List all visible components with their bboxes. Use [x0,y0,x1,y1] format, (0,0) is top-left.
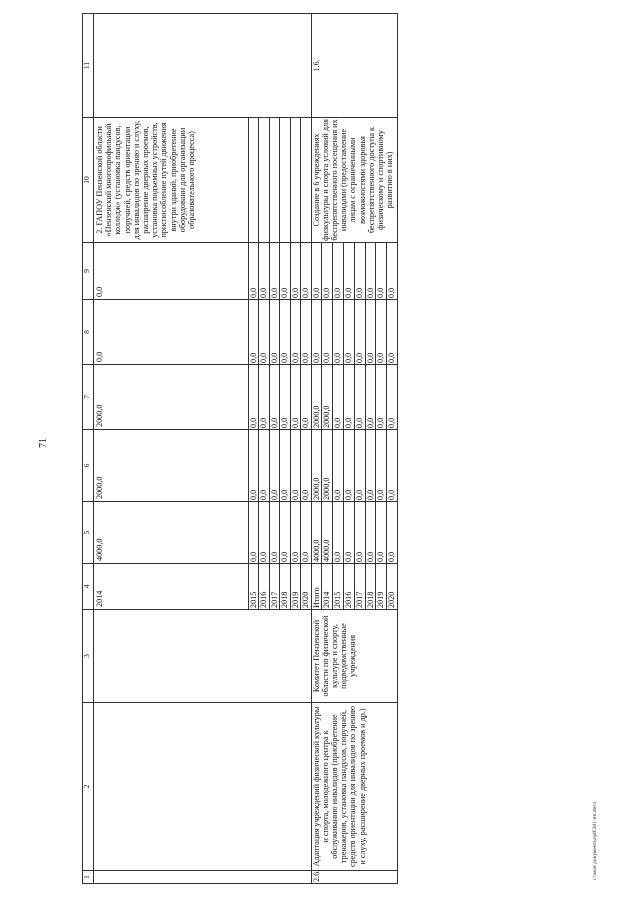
cell-reg: 0,0 [365,365,376,430]
cell-year: 2016 [259,564,270,610]
cell-year: 2014 [322,564,333,610]
cell-mun: 0,0 [248,300,259,365]
cell-empty [269,118,280,243]
cell-fed: 0,0 [387,430,398,502]
cell-year: 2016 [343,564,354,610]
cell-year: 2014 [94,564,249,610]
cell-empty [248,118,259,243]
header-col-5: 5 [83,502,94,564]
cell-other: 0,0 [343,243,354,300]
cell-total: 0,0 [354,502,365,564]
cell-other: 0,0 [301,243,312,300]
header-col-9: 9 [83,243,94,300]
cell-mun: 0,0 [301,300,312,365]
cell-other: 0,0 [354,243,365,300]
cell-total: 0,0 [376,502,387,564]
cell-year: 2018 [365,564,376,610]
header-col-3: 3 [83,610,94,703]
cell-year: 2015 [248,564,259,610]
cell-reg: 0,0 [269,365,280,430]
cell-fed: 0,0 [354,430,365,502]
cell-executor [94,610,312,703]
cell-fed: 0,0 [365,430,376,502]
cell-total: 0,0 [259,502,270,564]
cell-empty [290,118,301,243]
cell-ref: 1.6. [311,14,397,118]
header-col-10: 10 [83,118,94,243]
cell-reg: 0,0 [248,365,259,430]
cell-other: 0,0 [248,243,259,300]
cell-total: 0,0 [290,502,301,564]
cell-total: 0,0 [387,502,398,564]
cell-fed: 2000,0 [311,430,322,502]
program-table [82,13,398,884]
cell-year: 2017 [269,564,280,610]
cell-year: 2018 [280,564,291,610]
cell-other: 0,0 [311,243,322,300]
cell-fed: 0,0 [280,430,291,502]
cell-reg: 0,0 [280,365,291,430]
cell-mun: 0,0 [387,300,398,365]
header-col-1: 1 [83,871,94,884]
cell-other: 0,0 [376,243,387,300]
cell-year: 2020 [301,564,312,610]
cell-empty [280,118,291,243]
cell-other: 0,0 [259,243,270,300]
footer-file-path: c:\мои документы\рй\381-пп.docx [592,801,598,880]
cell-other: 0,0 [365,243,376,300]
cell-fed: 0,0 [333,430,344,502]
cell-reg: 2000,0 [322,365,333,430]
cell-empty [259,118,270,243]
cell-fed: 0,0 [301,430,312,502]
cell-mun: 0,0 [343,300,354,365]
cell-num [94,871,312,884]
cell-reg: 0,0 [301,365,312,430]
cell-total: 0,0 [301,502,312,564]
cell-total: 0,0 [365,502,376,564]
cell-mun: 0,0 [354,300,365,365]
cell-fed: 0,0 [290,430,301,502]
cell-result-text: Создание в 6 учреждениях физкультуры и спорта условий для беспрепятственного посещения их инвалидами (предоставление лицам с ограниченными возможностями здоровья беспрепятственного доступа к физическому и спортивному развитию в них) [311,118,397,243]
cell-other: 0,0 [322,243,333,300]
header-row [83,14,94,884]
cell-fed: 2000,0 [94,430,249,502]
header-col-7: 7 [83,365,94,430]
cell-executor: Комитет Пензенской области по физической культуре и спорту, подведомственные учреждения [311,610,397,703]
cell-total: 0,0 [343,502,354,564]
cell-total: 0,0 [280,502,291,564]
table-row [311,14,322,884]
cell-other: 0,0 [94,243,249,300]
cell-total: 4000,0 [94,502,249,564]
cell-year: 2015 [333,564,344,610]
header-col-2: 2 [83,703,94,871]
header-col-8: 8 [83,300,94,365]
cell-mun: 0,0 [365,300,376,365]
cell-reg: 0,0 [354,365,365,430]
cell-fed: 0,0 [269,430,280,502]
cell-fed: 0,0 [376,430,387,502]
cell-reg: 0,0 [376,365,387,430]
cell-reg: 2000,0 [311,365,322,430]
page-number: 71 [38,438,49,448]
cell-measure [94,703,312,871]
cell-reg: 0,0 [343,365,354,430]
cell-year: Итого [311,564,322,610]
cell-total: 4000,0 [322,502,333,564]
cell-fed: 0,0 [248,430,259,502]
cell-other: 0,0 [290,243,301,300]
cell-fed: 0,0 [343,430,354,502]
cell-reg: 0,0 [333,365,344,430]
cell-measure: Адаптация учреждений физической культуры и спорта, молодежного центра к обслуживанию инвалидов (приобретение тренажеров, установка пандусов, поручней, средств ориентации для инвалидов по зрению и слуху, расширение дверных проемов и др.) [311,703,397,871]
header-col-4: 4 [83,564,94,610]
cell-mun: 0,0 [269,300,280,365]
table-row [94,14,249,884]
cell-mun: 0,0 [376,300,387,365]
cell-year: 2020 [387,564,398,610]
cell-total: 0,0 [269,502,280,564]
cell-year: 2017 [354,564,365,610]
cell-empty [301,118,312,243]
cell-other: 0,0 [387,243,398,300]
cell-year: 2019 [290,564,301,610]
cell-other: 0,0 [333,243,344,300]
cell-mun: 0,0 [280,300,291,365]
cell-mun: 0,0 [322,300,333,365]
cell-mun: 0,0 [333,300,344,365]
rotated-table-container [82,14,398,884]
cell-total: 4000,0 [311,502,322,564]
cell-mun: 0,0 [290,300,301,365]
cell-reg: 0,0 [259,365,270,430]
cell-mun: 0,0 [94,300,249,365]
cell-mun: 0,0 [259,300,270,365]
cell-total: 0,0 [248,502,259,564]
cell-other: 0,0 [280,243,291,300]
cell-ref [94,14,312,118]
cell-fed: 2000,0 [322,430,333,502]
cell-mun: 0,0 [311,300,322,365]
cell-reg: 0,0 [290,365,301,430]
header-col-6: 6 [83,430,94,502]
cell-reg: 0,0 [387,365,398,430]
cell-other: 0,0 [269,243,280,300]
cell-result-text: 2. ГАПОУ Пензенской области «Пензенский многопрофильный колледж» (установка пандусов, поручней, средств ориентации для инвалидов по зрению и слуху, расширение дверных проемов, установка подъемных устройств, приспособление путей движения внутри зданий, приобретение оборудовани для организации образовательного процесса) [94,118,249,243]
cell-reg: 2000,0 [94,365,249,430]
header-col-11: 11 [83,14,94,118]
cell-year: 2019 [376,564,387,610]
cell-num: 2.6. [311,871,397,884]
cell-total: 0,0 [333,502,344,564]
cell-fed: 0,0 [259,430,270,502]
